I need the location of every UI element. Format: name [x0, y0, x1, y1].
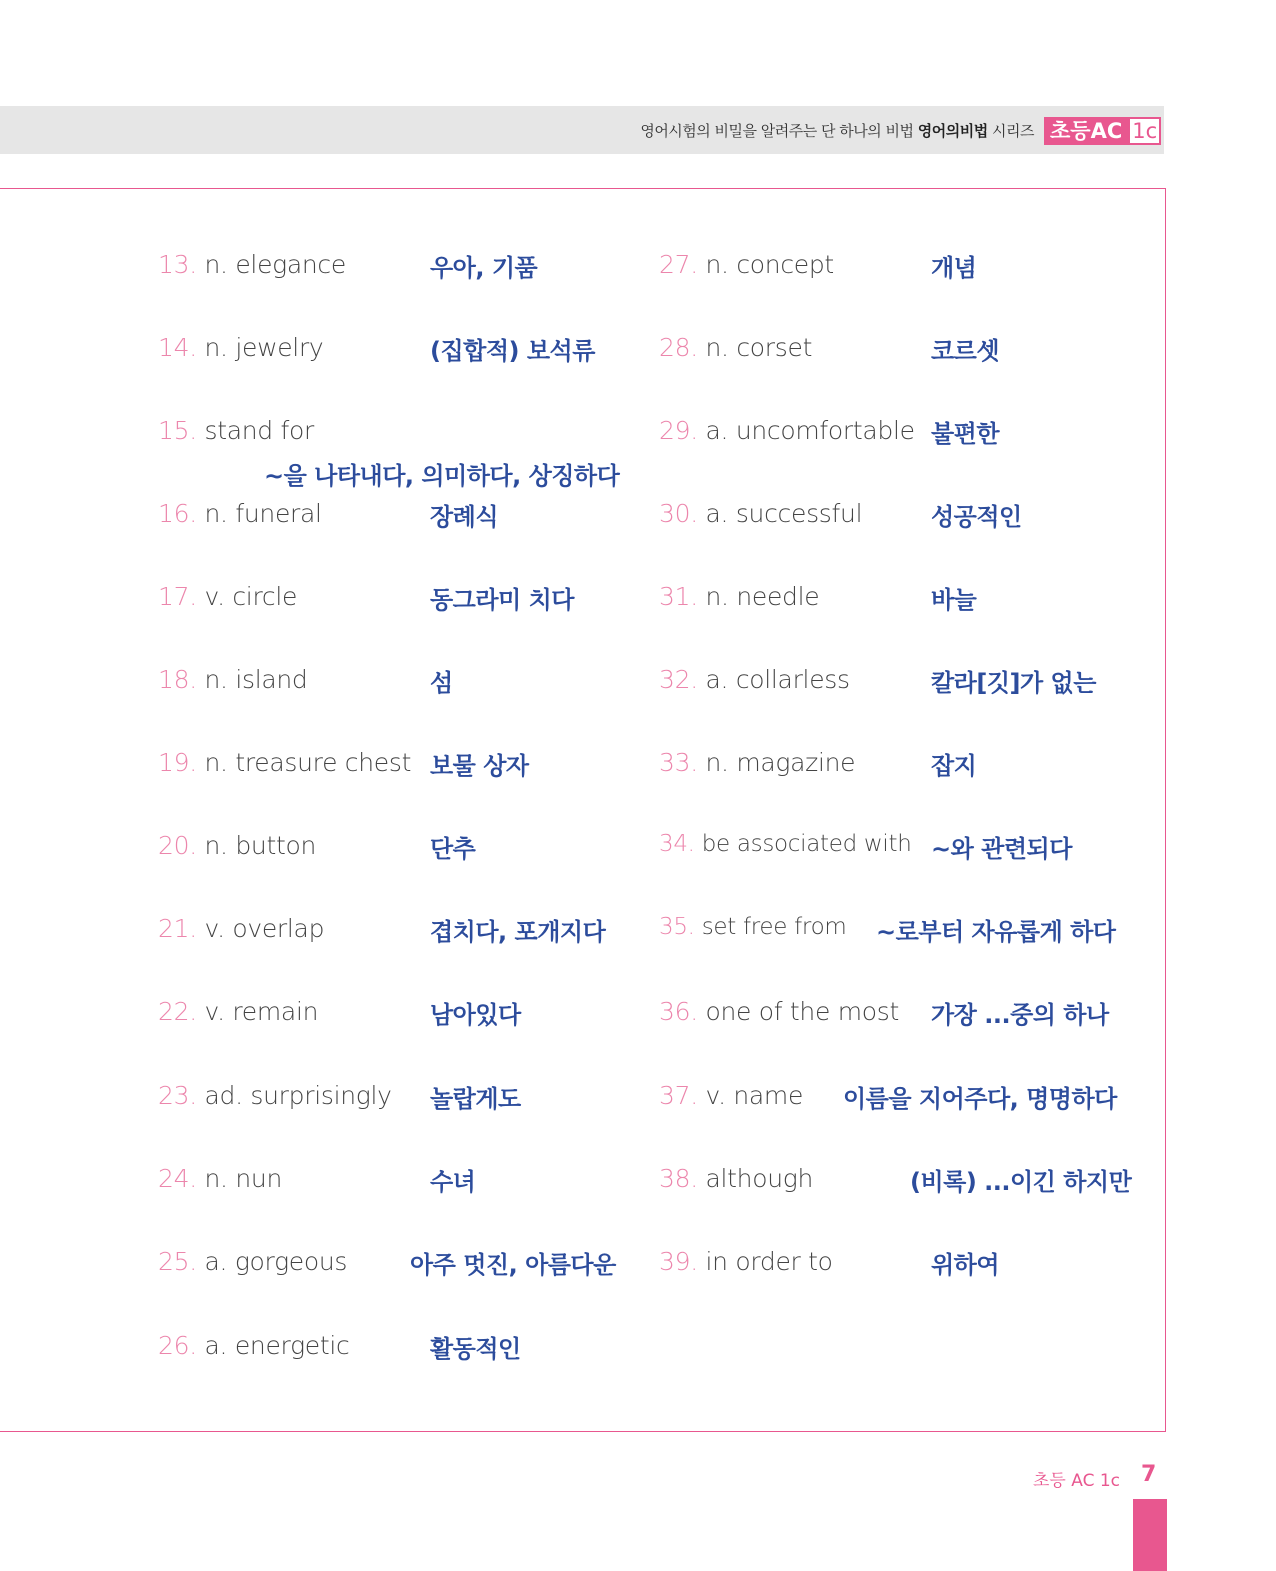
vocab-term: [659, 333, 812, 362]
vocab-word: n. button: [204, 831, 317, 860]
vocab-number: 24.: [158, 1164, 197, 1193]
vocab-word: although: [705, 1164, 814, 1193]
vocab-word: n. jewelry: [204, 333, 324, 362]
vocab-meaning: 장례식: [430, 503, 499, 531]
vocab-number: 31.: [659, 582, 698, 611]
vocab-term: [659, 1247, 833, 1276]
badge-level: 1c: [1128, 117, 1161, 145]
vocab-word: v. circle: [204, 582, 298, 611]
tagline-text: 영어시험의 비밀을 알려주는 단 하나의 비법: [640, 122, 914, 140]
series-badge: [1044, 117, 1161, 145]
vocab-term: [158, 1081, 392, 1110]
vocab-number: 25.: [158, 1247, 197, 1276]
vocab-meaning: 코르셋: [931, 337, 1000, 365]
vocab-term: [158, 831, 316, 860]
vocab-term: [659, 665, 850, 694]
vocab-meaning: 우아, 기품: [430, 254, 538, 282]
vocab-number: 13.: [158, 250, 197, 279]
vocab-term: [659, 997, 899, 1026]
vocab-number: 22.: [158, 997, 197, 1026]
vocab-word: v. overlap: [204, 914, 325, 943]
vocab-word: a. uncomfortable: [705, 416, 915, 445]
vocab-meaning: 남아있다: [430, 1001, 521, 1029]
vocab-meaning: 놀랍게도: [430, 1085, 521, 1113]
vocab-word: n. nun: [204, 1164, 282, 1193]
page-edge-tab: [1133, 1499, 1167, 1571]
page-number: 7: [1141, 1462, 1157, 1487]
vocab-number: 30.: [659, 499, 698, 528]
vocab-term: [158, 1164, 282, 1193]
vocab-word: one of the most: [705, 997, 899, 1026]
vocab-word: n. concept: [705, 250, 834, 279]
vocab-meaning: 단추: [430, 835, 476, 863]
vocab-term: [158, 582, 297, 611]
vocab-term: [158, 1247, 347, 1276]
vocab-meaning: 겹치다, 포개지다: [430, 918, 606, 946]
vocab-number: 21.: [158, 914, 197, 943]
vocab-term: [158, 250, 346, 279]
badge-main: 초등AC: [1044, 117, 1128, 145]
vocab-meaning: 개념: [931, 254, 977, 282]
vocab-term: [659, 831, 912, 857]
vocab-word: n. treasure chest: [204, 748, 412, 777]
vocab-number: 26.: [158, 1331, 197, 1360]
vocab-number: 36.: [659, 997, 698, 1026]
vocab-number: 18.: [158, 665, 197, 694]
vocab-meaning: (비록) ...이긴 하지만: [910, 1168, 1132, 1196]
vocab-term: [158, 748, 411, 777]
vocab-word: a. collarless: [705, 665, 850, 694]
vocab-meaning: 활동적인: [430, 1335, 521, 1363]
vocab-number: 37.: [659, 1081, 698, 1110]
vocab-term: [659, 582, 819, 611]
vocab-word: in order to: [705, 1247, 833, 1276]
vocab-number: 17.: [158, 582, 197, 611]
vocab-meaning: (집합적) 보석류: [430, 337, 595, 365]
vocab-number: 20.: [158, 831, 197, 860]
vocab-word: a. energetic: [204, 1331, 350, 1360]
vocab-word: be associated with: [701, 831, 912, 857]
vocab-number: 39.: [659, 1247, 698, 1276]
vocab-meaning: 가장 ...중의 하나: [931, 1001, 1109, 1029]
vocab-meaning: 잡지: [931, 752, 977, 780]
vocab-meaning: 바늘: [931, 586, 977, 614]
vocab-word: n. funeral: [204, 499, 322, 528]
vocab-word: v. name: [705, 1081, 804, 1110]
vocab-term: [659, 1164, 813, 1193]
vocab-word: n. elegance: [204, 250, 346, 279]
vocab-term: [158, 416, 314, 445]
vocab-term: [158, 665, 308, 694]
vocab-word: n. magazine: [705, 748, 856, 777]
vocab-term: [158, 914, 324, 943]
vocab-term: [158, 499, 322, 528]
vocab-number: 15.: [158, 416, 197, 445]
vocab-meaning: ~을 나타내다, 의미하다, 상징하다: [264, 462, 620, 490]
series-tagline: [640, 120, 1034, 141]
vocab-word: a. gorgeous: [204, 1247, 348, 1276]
vocab-meaning: 성공적인: [931, 503, 1022, 531]
brand-name: 영어의비법: [917, 122, 988, 140]
vocab-number: 14.: [158, 333, 197, 362]
vocab-number: 38.: [659, 1164, 698, 1193]
vocab-number: 19.: [158, 748, 197, 777]
vocab-term: [158, 1331, 349, 1360]
vocab-term: [659, 914, 846, 940]
vocab-word: n. corset: [705, 333, 813, 362]
vocab-meaning: 아주 멋진, 아름다운: [410, 1251, 616, 1279]
vocab-meaning: 이름을 지어주다, 명명하다: [843, 1085, 1117, 1113]
vocab-word: n. needle: [705, 582, 820, 611]
vocab-meaning: 수녀: [430, 1168, 476, 1196]
vocab-term: [158, 997, 318, 1026]
vocab-number: 28.: [659, 333, 698, 362]
vocab-meaning: 동그라미 치다: [430, 586, 574, 614]
vocab-meaning: 위하여: [931, 1251, 1000, 1279]
vocab-number: 35.: [659, 914, 695, 940]
footer-series-label: 초등 AC 1c: [1032, 1471, 1120, 1491]
vocab-term: [659, 416, 915, 445]
vocab-word: n. island: [204, 665, 308, 694]
vocab-number: 23.: [158, 1081, 197, 1110]
vocab-word: stand for: [204, 416, 314, 445]
vocab-meaning: 보물 상자: [430, 752, 529, 780]
vocab-word: ad. surprisingly: [204, 1081, 392, 1110]
vocab-term: [659, 499, 862, 528]
vocab-term: [659, 250, 834, 279]
vocab-meaning: 불편한: [931, 420, 1000, 448]
vocab-term: [158, 333, 323, 362]
vocab-number: 29.: [659, 416, 698, 445]
vocab-word: set free from: [701, 914, 847, 940]
vocab-number: 33.: [659, 748, 698, 777]
vocab-meaning: 칼라[깃]가 없는: [931, 669, 1096, 697]
vocab-number: 34.: [659, 831, 695, 857]
vocab-meaning: ~로부터 자유롭게 하다: [876, 918, 1116, 946]
vocab-term: [659, 748, 855, 777]
vocab-number: 27.: [659, 250, 698, 279]
vocab-meaning: 섬: [430, 669, 453, 697]
vocab-term: [659, 1081, 803, 1110]
vocab-word: v. remain: [204, 997, 319, 1026]
vocab-word: a. successful: [705, 499, 863, 528]
vocab-meaning: ~와 관련되다: [931, 835, 1072, 863]
vocab-number: 16.: [158, 499, 197, 528]
series-suffix: 시리즈: [992, 122, 1034, 140]
vocab-number: 32.: [659, 665, 698, 694]
